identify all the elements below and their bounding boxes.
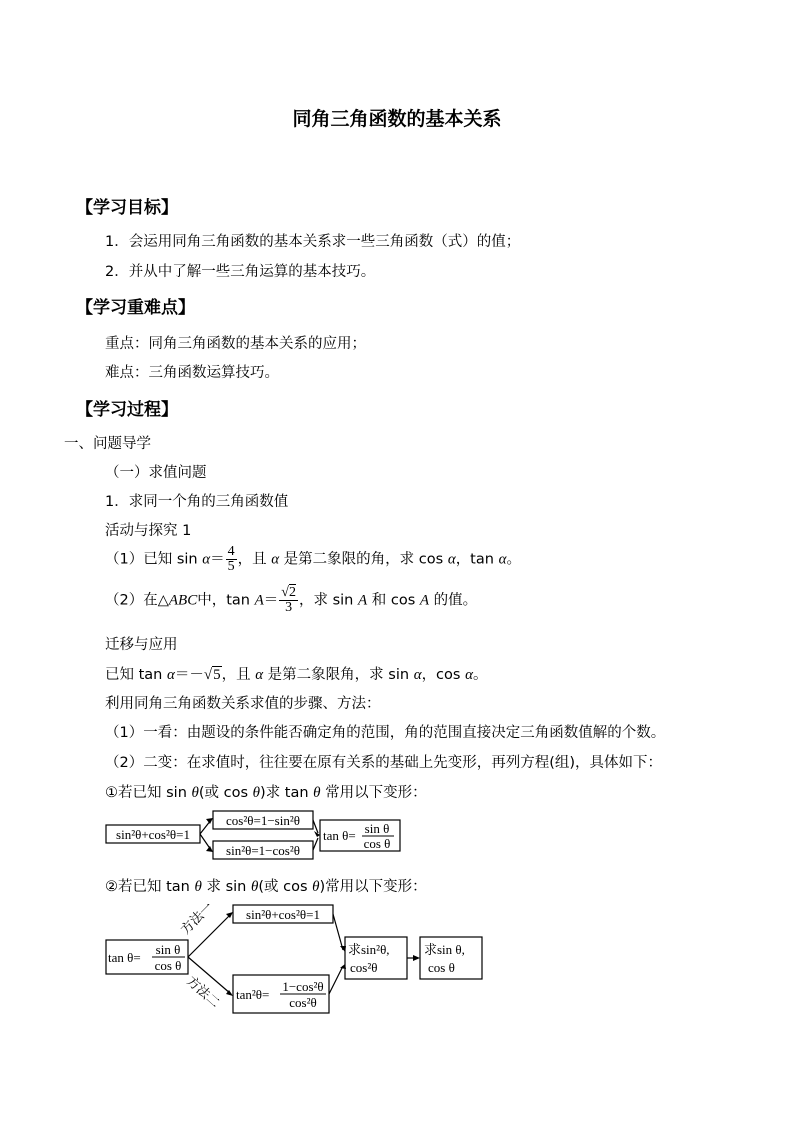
diagram2-arrow-top-mid <box>333 914 343 950</box>
activity-heading: 活动与探究 1 <box>105 523 192 539</box>
section-process: 【学习过程】 <box>76 400 178 420</box>
diagram1-bottom-text: sin²θ=1−cos²θ <box>226 843 300 858</box>
part-heading: 一、问题导学 <box>64 436 151 452</box>
diagram2-top-text: sin²θ+cos²θ=1 <box>246 907 320 922</box>
goal-2: 2．并从中了解一些三角运算的基本技巧。 <box>105 264 376 280</box>
section-key: 【学习重难点】 <box>76 298 195 318</box>
diagram2-left-denominator: cos θ <box>154 958 182 973</box>
diagram2-right-line1: 求sin θ, <box>424 942 465 957</box>
diagram2-label-method1: 方法一 <box>177 898 216 938</box>
fraction-4-5: $\frac{4}{5}$ <box>227 544 235 574</box>
diagram2-mid-line2: cos²θ <box>350 960 378 975</box>
diagram2-mid-line1: 求sin²θ, <box>348 942 390 957</box>
key-point: 重点：同角三角函数的基本关系的应用； <box>105 336 366 352</box>
diagram2-right-line2: cos θ <box>428 960 455 975</box>
diagram2-bottom-prefix: tan²θ= <box>236 987 270 1002</box>
goal-1: 1．会运用同角三角函数的基本关系求一些三角函数（式）的值； <box>105 234 521 250</box>
diagram2-label-method2: 方法二 <box>183 973 224 1011</box>
diagram1-top-text: cos²θ=1−sin²θ <box>226 813 300 828</box>
diagram1-right-prefix: tan θ= <box>323 828 356 843</box>
diagram1-left-text: sin²θ+cos²θ=1 <box>116 827 190 842</box>
diagram1-right-numerator: sin θ <box>364 821 390 836</box>
method-heading: 利用同角三角函数关系求值的步骤、方法： <box>105 696 381 712</box>
diagram2-bottom-denominator: cos²θ <box>289 995 317 1010</box>
method-step-2: （2）二变：在求值时，往往要在原有关系的基础上先变形，再列方程(组)，具体如下： <box>105 755 663 771</box>
diagram1-right-denominator: cos θ <box>363 836 391 851</box>
page-title: 同角三角函数的基本关系 <box>292 108 502 130</box>
question-1: （1）已知 sin α＝ $\frac{4}{5}$ ，且 α 是第二象限的角，求 cos α，tan α。 <box>105 544 521 574</box>
transfer-question: 已知 tan α＝－√5，且 α 是第二象限角，求 sin α，cos α。 <box>105 667 488 683</box>
fraction-sqrt2-3: $\frac{√2}{3}$ <box>281 585 296 615</box>
case-1: ①若已知 sin θ(或 cos θ)求 tan θ 常用以下变形： <box>105 785 427 801</box>
sqrt-5: √5 <box>203 667 221 683</box>
method-step-1: （1）一看：由题设的条件能否确定角的范围，角的范围直接决定三角函数值解的个数。 <box>105 725 666 741</box>
item-heading: 1．求同一个角的三角函数值 <box>105 494 289 510</box>
case-2: ②若已知 tan θ 求 sin θ(或 cos θ)常用以下变形： <box>105 879 427 895</box>
diagram2-left-numerator: sin θ <box>155 942 181 957</box>
diagram2-left-prefix: tan θ= <box>108 950 141 965</box>
sub-heading: （一）求值问题 <box>105 465 207 481</box>
question-2: （2）在△ABC中，tan A＝ $\frac{√2}{3}$ ，求 sin A 和 cos A 的值。 <box>105 585 478 615</box>
transfer-heading: 迁移与应用 <box>105 637 178 653</box>
difficult-point: 难点：三角函数运算技巧。 <box>105 365 279 381</box>
section-goals: 【学习目标】 <box>76 198 178 218</box>
diagram2-bottom-numerator: 1−cos²θ <box>282 979 324 994</box>
diagram2-arrow-bottom-mid <box>329 966 343 994</box>
